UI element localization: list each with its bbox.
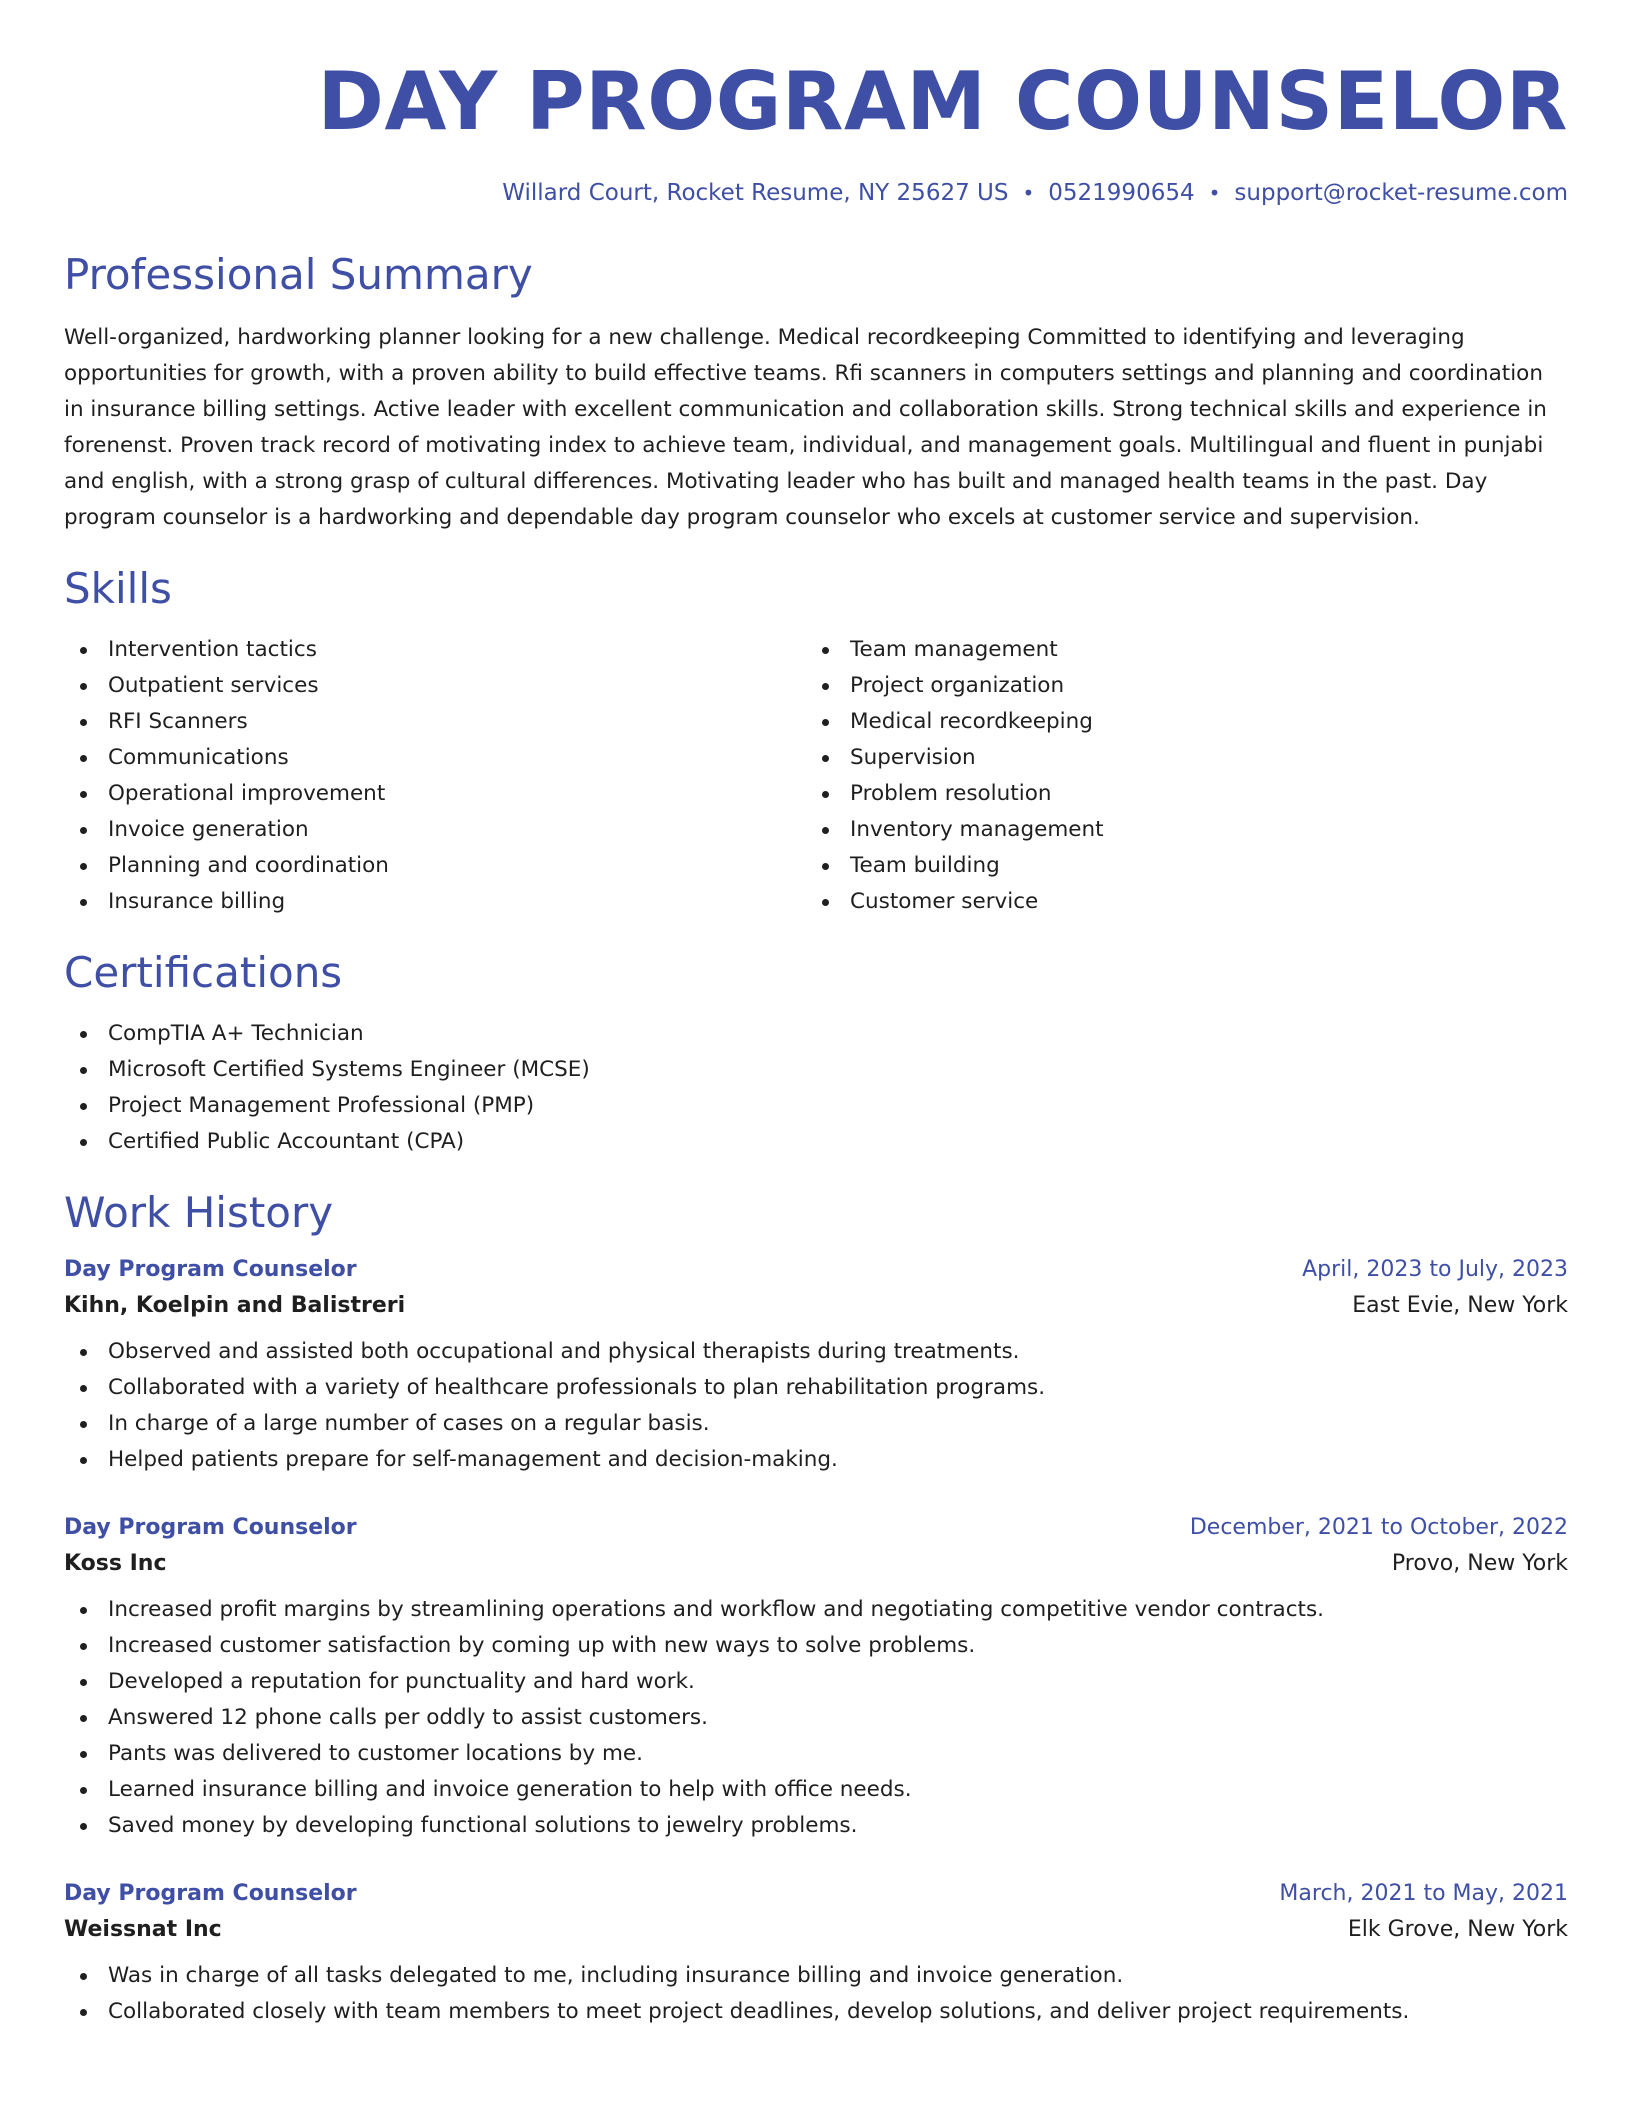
contact-separator: • [1208, 181, 1221, 205]
summary-text: Well-organized, hardworking planner looking for a new challenge. Medical recordkeeping Committed to identifying and leveraging opportunities for growth, with a proven ability to build effective teams. Rfi scanners in computers settings and planning and coordination in insurance billing settings. Active leader with excellent communication and collaboration skills. Strong technical skills and experience in forenenst. Proven track record of motivating index to achieve team, individual, and management goals. Multilingual and fluent in punjabi and english, with a strong grasp of cultural differences. Motivating leader who has built and managed health teams in the past. Day program counselor is a hardworking and dependable day program counselor who excels at customer service and supervision. [64, 324, 1547, 530]
job-entry [64, 1512, 1568, 1844]
job-dates: March, 2021 to May, 2021 [1279, 1881, 1568, 1907]
contact-email: support@rocket-resume.com [1234, 180, 1568, 206]
list-item: Helped patients prepare for self-management and decision-making. [64, 1442, 1568, 1478]
list-item: Learned insurance billing and invoice generation to help with office needs. [64, 1772, 1568, 1808]
list-item: Customer service [806, 884, 1548, 920]
job-bullets [64, 1334, 1568, 1478]
work-history-list [64, 1254, 1568, 2030]
list-item: CompTIA A+ Technician [64, 1016, 1568, 1052]
list-item: Collaborated closely with team members to meet project deadlines, develop solutions, and deliver project requirements. [64, 1994, 1568, 2030]
list-item: Collaborated with a variety of healthcare professionals to plan rehabilitation programs. [64, 1370, 1568, 1406]
list-item: Invoice generation [64, 812, 806, 848]
list-item: Communications [64, 740, 806, 776]
job-company-row [64, 1910, 1568, 1950]
resume-title: DAY PROGRAM COUNSELOR [317, 55, 1568, 148]
list-item: Supervision [806, 740, 1548, 776]
list-item: Certified Public Accountant (CPA) [64, 1124, 1568, 1160]
contact-phone: 0521990654 [1048, 180, 1195, 206]
list-item: Observed and assisted both occupational and physical therapists during treatments. [64, 1334, 1568, 1370]
list-item: Answered 12 phone calls per oddly to assist customers. [64, 1700, 1568, 1736]
job-bullets [64, 1958, 1568, 2030]
job-location: Provo, New York [1391, 1551, 1568, 1577]
job-company: Koss Inc [64, 1551, 167, 1577]
list-item: Project organization [806, 668, 1548, 704]
job-location: East Evie, New York [1352, 1293, 1568, 1319]
job-title-row [64, 1512, 1568, 1544]
contact-address: Willard Court, Rocket Resume, NY 25627 US [502, 180, 1009, 206]
list-item: Planning and coordination [64, 848, 806, 884]
skills-list-left [64, 632, 806, 920]
list-item: Developed a reputation for punctuality and hard work. [64, 1664, 1568, 1700]
list-item: Increased customer satisfaction by coming up with new ways to solve problems. [64, 1628, 1568, 1664]
resume-page [64, 0, 1568, 2112]
list-item: Team building [806, 848, 1548, 884]
list-item: Was in charge of all tasks delegated to me, including insurance billing and invoice generation. [64, 1958, 1568, 1994]
list-item: Operational improvement [64, 776, 806, 812]
job-company: Weissnat Inc [64, 1917, 222, 1943]
list-item: Inventory management [806, 812, 1548, 848]
job-company-row [64, 1544, 1568, 1584]
job-company-row [64, 1286, 1568, 1326]
certifications-heading: Certifications [64, 947, 343, 997]
certifications-list [64, 1016, 1568, 1160]
list-item: Medical recordkeeping [806, 704, 1548, 740]
job-dates: April, 2023 to July, 2023 [1302, 1257, 1568, 1283]
job-entry [64, 1878, 1568, 2030]
list-item: Outpatient services [64, 668, 806, 704]
list-item: Project Management Professional (PMP) [64, 1088, 1568, 1124]
summary-heading: Professional Summary [64, 249, 533, 299]
list-item: Pants was delivered to customer locations by me. [64, 1736, 1568, 1772]
list-item: Increased profit margins by streamlining operations and workflow and negotiating competitive vendor contracts. [64, 1592, 1568, 1628]
list-item: Insurance billing [64, 884, 806, 920]
work-history-heading: Work History [64, 1188, 334, 1238]
list-item: Team management [806, 632, 1548, 668]
contact-separator: • [1022, 181, 1035, 205]
job-dates: December, 2021 to October, 2022 [1189, 1515, 1568, 1541]
skills-grid [64, 632, 1568, 920]
list-item: RFI Scanners [64, 704, 806, 740]
list-item: Saved money by developing functional solutions to jewelry problems. [64, 1808, 1568, 1844]
skills-heading: Skills [64, 563, 172, 613]
job-title: Day Program Counselor [64, 1881, 357, 1907]
list-item: Microsoft Certified Systems Engineer (MCSE) [64, 1052, 1568, 1088]
job-title: Day Program Counselor [64, 1257, 357, 1283]
job-entry [64, 1254, 1568, 1478]
job-title-row [64, 1878, 1568, 1910]
job-bullets [64, 1592, 1568, 1844]
job-title: Day Program Counselor [64, 1515, 357, 1541]
list-item: In charge of a large number of cases on a regular basis. [64, 1406, 1568, 1442]
list-item: Problem resolution [806, 776, 1548, 812]
job-location: Elk Grove, New York [1347, 1917, 1568, 1943]
job-company: Kihn, Koelpin and Balistreri [64, 1293, 406, 1319]
list-item: Intervention tactics [64, 632, 806, 668]
contact-line [64, 180, 1568, 208]
skills-list-right [806, 632, 1548, 920]
job-title-row [64, 1254, 1568, 1286]
